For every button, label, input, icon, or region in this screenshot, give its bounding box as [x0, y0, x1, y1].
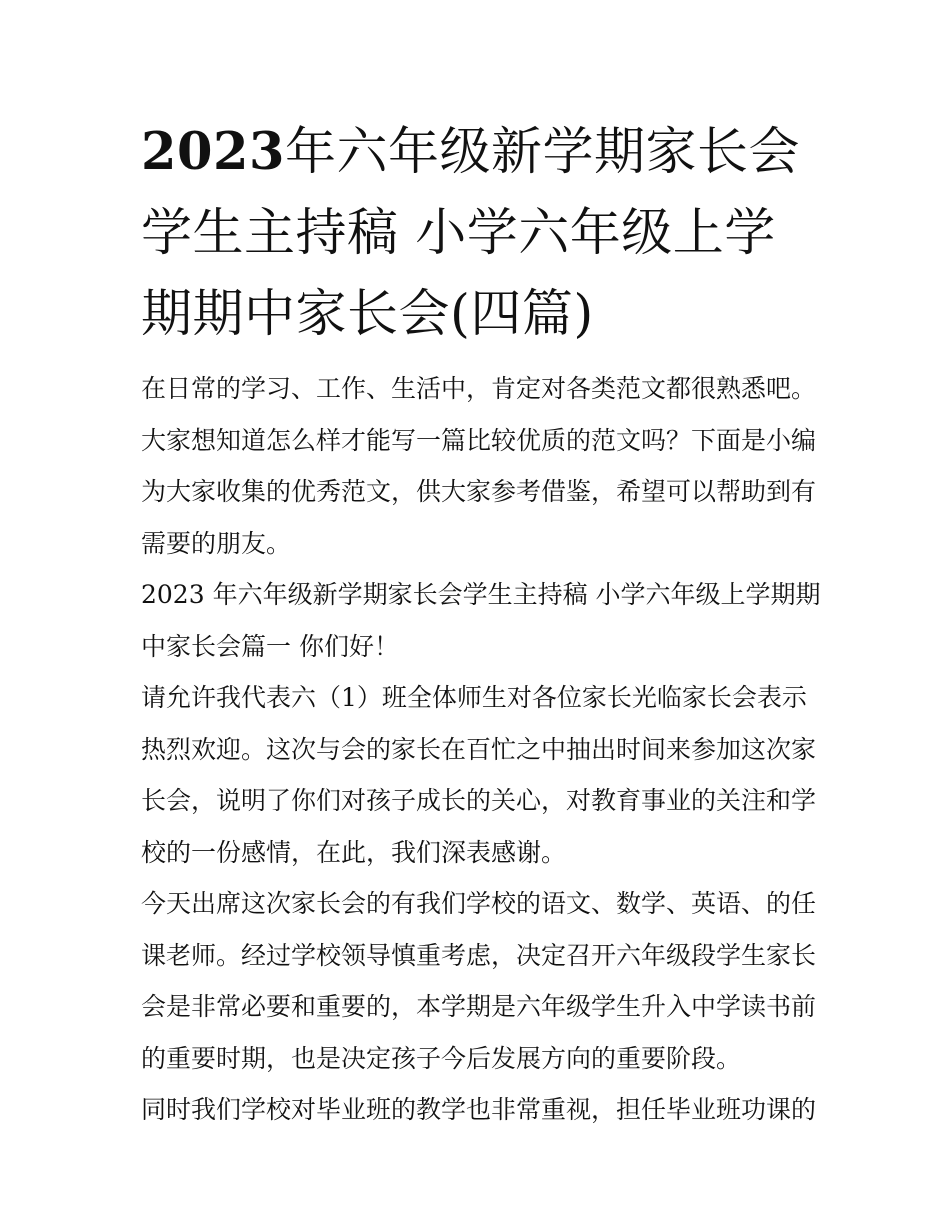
- intro-paragraph: 在日常的学习、工作、生活中，肯定对各类范文都很熟悉吧。大家想知道怎么样才能写一篇比较优质的范文吗？下面是小编为大家收集的优秀范文，供大家参考借鉴，希望可以帮助到有需要的朋友。: [141, 374, 817, 558]
- document-page: [141, 112, 821, 1136]
- section-heading-paragraph: 2023 年六年级新学期家长会学生主持稿 小学六年级上学期期中家长会篇一 你们好！: [141, 580, 821, 661]
- welcome-paragraph: 请允许我代表六（1）班全体师生对各位家长光临家长会表示热烈欢迎。这次与会的家长在百忙之中抽出时间来参加这次家长会，说明了你们对孩子成长的关心，对教育事业的关注和学校的一份感情，在此，我们深表感谢。: [141, 683, 817, 867]
- school-emphasis-paragraph: 同时我们学校对毕业班的教学也非常重视，担任毕业班功课的: [141, 1095, 817, 1124]
- document-title: [141, 112, 821, 355]
- teachers-paragraph: 今天出席这次家长会的有我们学校的语文、数学、英语、的任课老师。经过学校领导慎重考虑，决定召开六年级段学生家长会是非常必要和重要的，本学期是六年级学生升入中学读书前的重要时期，也是决定孩子今后发展方向的重要阶段。: [141, 889, 817, 1073]
- title-year: 2023: [141, 122, 285, 182]
- title-text: 年六年级新学期家长会学生主持稿 小学六年级上学期期中家长会(四篇): [141, 123, 800, 344]
- document-body: [141, 363, 821, 1136]
